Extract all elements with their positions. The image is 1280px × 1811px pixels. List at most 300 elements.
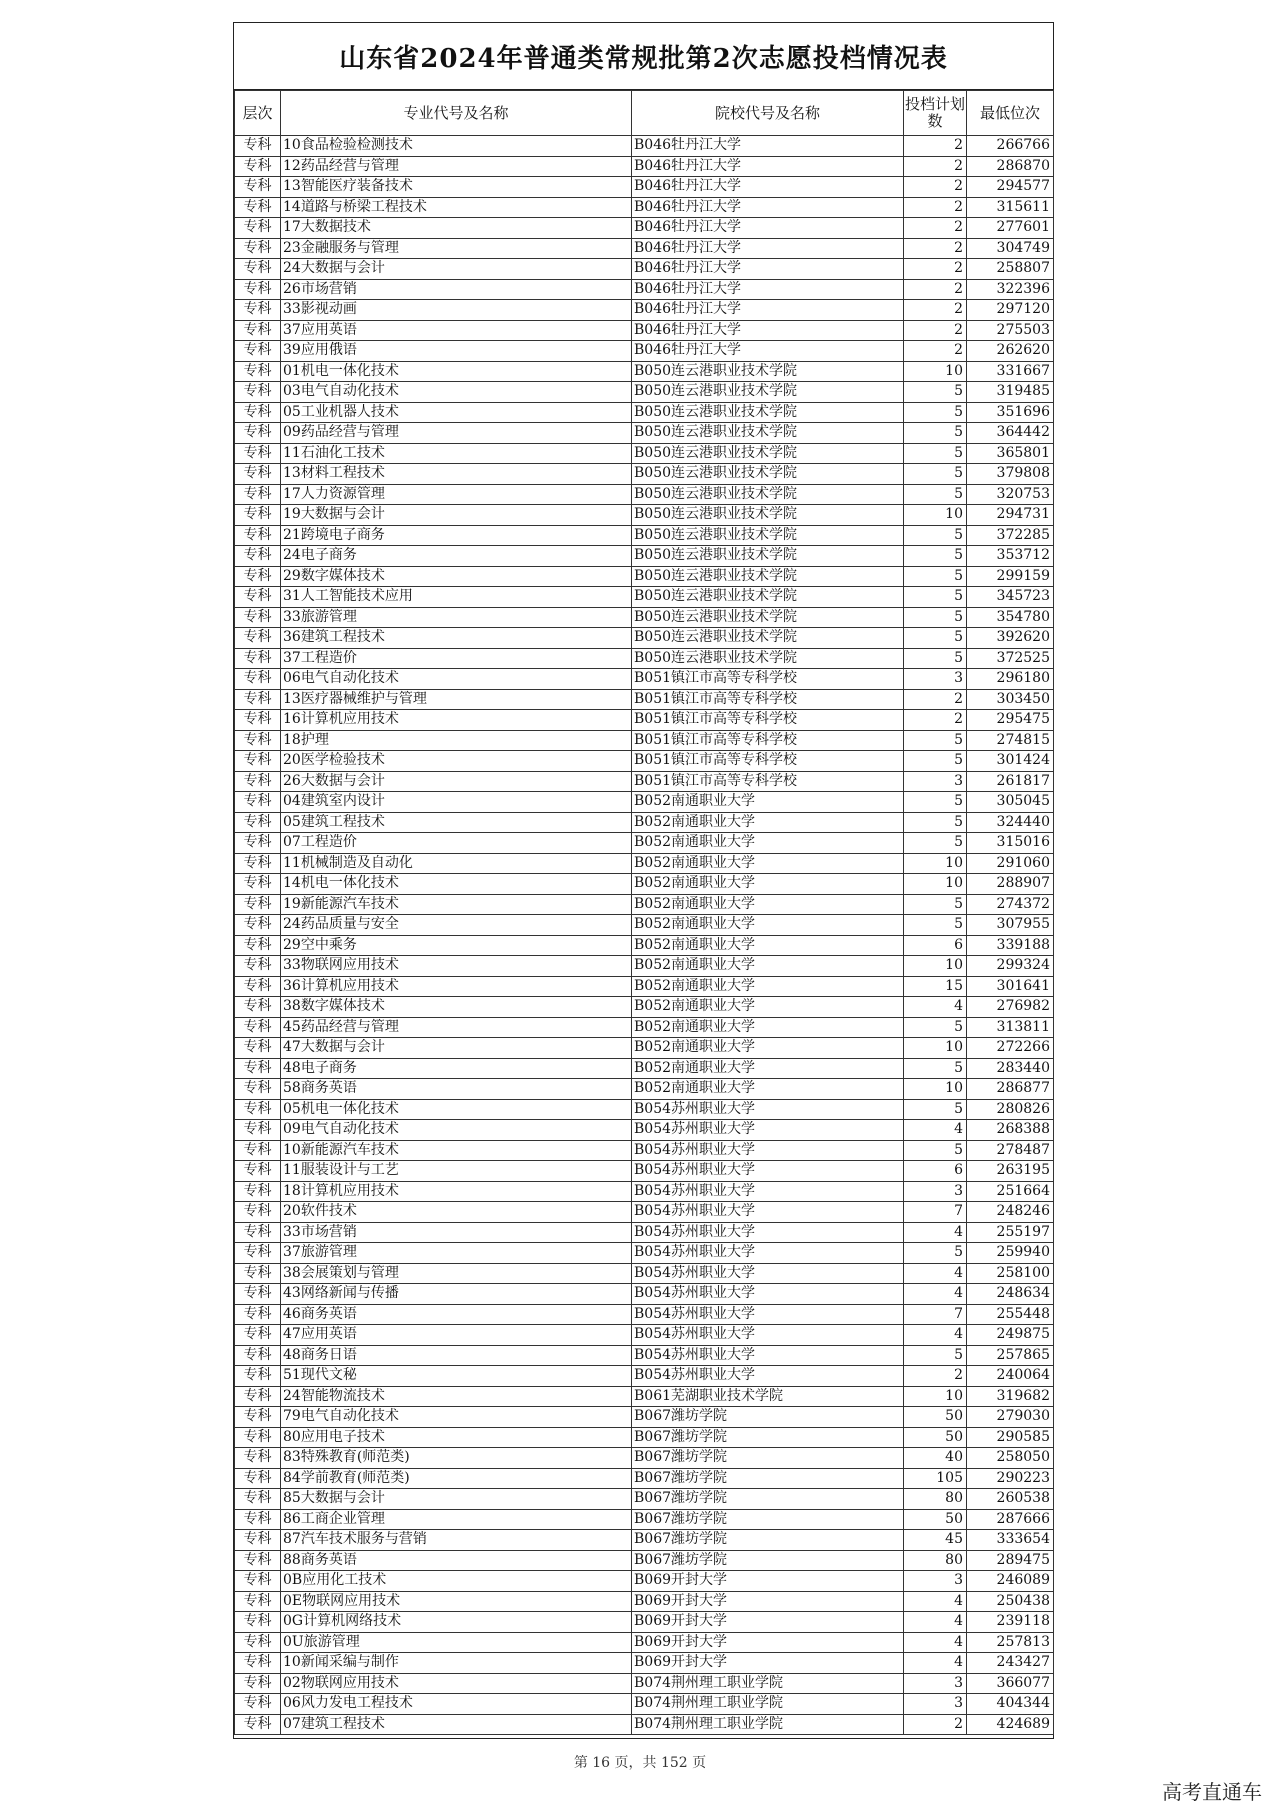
cell-school: B054苏州职业大学 bbox=[632, 1284, 904, 1305]
page-title: 山东省2024年普通类常规批第2次志愿投档情况表 bbox=[339, 43, 948, 74]
table-row bbox=[235, 423, 1054, 444]
table-row bbox=[235, 894, 1054, 915]
cell-rank: 263195 bbox=[967, 1161, 1054, 1182]
cell-rank: 294577 bbox=[967, 177, 1054, 198]
cell-major: 14道路与桥梁工程技术 bbox=[281, 197, 632, 218]
cell-school: B067潍坊学院 bbox=[632, 1489, 904, 1510]
cell-rank: 295475 bbox=[967, 710, 1054, 731]
cell-major: 43网络新闻与传播 bbox=[281, 1284, 632, 1305]
table-row bbox=[235, 259, 1054, 280]
cell-school: B050连云港职业技术学院 bbox=[632, 648, 904, 669]
cell-major: 20医学检验技术 bbox=[281, 751, 632, 772]
cell-rank: 320753 bbox=[967, 484, 1054, 505]
cell-plan: 5 bbox=[904, 443, 967, 464]
cell-school: B067潍坊学院 bbox=[632, 1407, 904, 1428]
table-row bbox=[235, 1591, 1054, 1612]
cell-plan: 5 bbox=[904, 915, 967, 936]
cell-plan: 4 bbox=[904, 1263, 967, 1284]
cell-major: 36计算机应用技术 bbox=[281, 976, 632, 997]
cell-major: 80应用电子技术 bbox=[281, 1427, 632, 1448]
cell-level: 专科 bbox=[235, 1202, 281, 1223]
table-row bbox=[235, 238, 1054, 259]
cell-level: 专科 bbox=[235, 1448, 281, 1469]
cell-plan: 2 bbox=[904, 320, 967, 341]
cell-major: 83特殊教育(师范类) bbox=[281, 1448, 632, 1469]
cell-school: B052南通职业大学 bbox=[632, 833, 904, 854]
cell-plan: 3 bbox=[904, 669, 967, 690]
cell-major: 37工程造价 bbox=[281, 648, 632, 669]
cell-plan: 4 bbox=[904, 1120, 967, 1141]
cell-rank: 255448 bbox=[967, 1304, 1054, 1325]
cell-plan: 5 bbox=[904, 423, 967, 444]
table-row bbox=[235, 997, 1054, 1018]
cell-major: 0U旅游管理 bbox=[281, 1632, 632, 1653]
cell-plan: 5 bbox=[904, 1345, 967, 1366]
cell-level: 专科 bbox=[235, 300, 281, 321]
cell-level: 专科 bbox=[235, 1181, 281, 1202]
cell-plan: 5 bbox=[904, 628, 967, 649]
cell-plan: 5 bbox=[904, 1243, 967, 1264]
cell-major: 17人力资源管理 bbox=[281, 484, 632, 505]
cell-plan: 5 bbox=[904, 648, 967, 669]
cell-major: 06风力发电工程技术 bbox=[281, 1694, 632, 1715]
cell-school: B054苏州职业大学 bbox=[632, 1345, 904, 1366]
cell-rank: 275503 bbox=[967, 320, 1054, 341]
cell-school: B054苏州职业大学 bbox=[632, 1202, 904, 1223]
cell-major: 88商务英语 bbox=[281, 1550, 632, 1571]
table-row bbox=[235, 915, 1054, 936]
table-row bbox=[235, 197, 1054, 218]
cell-plan: 5 bbox=[904, 464, 967, 485]
cell-school: B069开封大学 bbox=[632, 1571, 904, 1592]
cell-major: 11石油化工技术 bbox=[281, 443, 632, 464]
cell-level: 专科 bbox=[235, 710, 281, 731]
cell-level: 专科 bbox=[235, 1284, 281, 1305]
cell-rank: 243427 bbox=[967, 1653, 1054, 1674]
table-row bbox=[235, 1632, 1054, 1653]
cell-major: 36建筑工程技术 bbox=[281, 628, 632, 649]
cell-major: 05工业机器人技术 bbox=[281, 402, 632, 423]
cell-level: 专科 bbox=[235, 238, 281, 259]
cell-level: 专科 bbox=[235, 505, 281, 526]
cell-school: B046牡丹江大学 bbox=[632, 197, 904, 218]
cell-school: B046牡丹江大学 bbox=[632, 156, 904, 177]
cell-rank: 240064 bbox=[967, 1366, 1054, 1387]
table-row bbox=[235, 587, 1054, 608]
table-row bbox=[235, 1222, 1054, 1243]
cell-plan: 15 bbox=[904, 976, 967, 997]
table-row bbox=[235, 1386, 1054, 1407]
cell-rank: 366077 bbox=[967, 1673, 1054, 1694]
cell-major: 33市场营销 bbox=[281, 1222, 632, 1243]
table-row bbox=[235, 1550, 1054, 1571]
table-row bbox=[235, 1099, 1054, 1120]
cell-major: 03电气自动化技术 bbox=[281, 382, 632, 403]
cell-school: B052南通职业大学 bbox=[632, 792, 904, 813]
cell-major: 29数字媒体技术 bbox=[281, 566, 632, 587]
cell-rank: 283440 bbox=[967, 1058, 1054, 1079]
cell-rank: 351696 bbox=[967, 402, 1054, 423]
cell-school: B050连云港职业技术学院 bbox=[632, 361, 904, 382]
cell-school: B050连云港职业技术学院 bbox=[632, 546, 904, 567]
cell-rank: 260538 bbox=[967, 1489, 1054, 1510]
cell-rank: 255197 bbox=[967, 1222, 1054, 1243]
cell-major: 11机械制造及自动化 bbox=[281, 853, 632, 874]
cell-major: 24大数据与会计 bbox=[281, 259, 632, 280]
cell-rank: 301424 bbox=[967, 751, 1054, 772]
table-row bbox=[235, 464, 1054, 485]
cell-major: 21跨境电子商务 bbox=[281, 525, 632, 546]
cell-plan: 10 bbox=[904, 1386, 967, 1407]
cell-rank: 274372 bbox=[967, 894, 1054, 915]
header-major: 专业代号及名称 bbox=[281, 91, 632, 136]
cell-rank: 291060 bbox=[967, 853, 1054, 874]
cell-plan: 2 bbox=[904, 259, 967, 280]
cell-level: 专科 bbox=[235, 484, 281, 505]
cell-plan: 10 bbox=[904, 505, 967, 526]
cell-school: B054苏州职业大学 bbox=[632, 1325, 904, 1346]
table-row bbox=[235, 1304, 1054, 1325]
table-row bbox=[235, 218, 1054, 239]
cell-major: 48商务日语 bbox=[281, 1345, 632, 1366]
cell-rank: 297120 bbox=[967, 300, 1054, 321]
cell-major: 01机电一体化技术 bbox=[281, 361, 632, 382]
cell-level: 专科 bbox=[235, 648, 281, 669]
table-row bbox=[235, 402, 1054, 423]
cell-rank: 296180 bbox=[967, 669, 1054, 690]
cell-plan: 2 bbox=[904, 197, 967, 218]
cell-major: 47大数据与会计 bbox=[281, 1038, 632, 1059]
cell-school: B074荆州理工职业学院 bbox=[632, 1714, 904, 1735]
cell-level: 专科 bbox=[235, 382, 281, 403]
cell-school: B067潍坊学院 bbox=[632, 1530, 904, 1551]
table-row bbox=[235, 648, 1054, 669]
cell-major: 45药品经营与管理 bbox=[281, 1017, 632, 1038]
table-row bbox=[235, 525, 1054, 546]
cell-level: 专科 bbox=[235, 751, 281, 772]
cell-school: B046牡丹江大学 bbox=[632, 259, 904, 280]
cell-school: B069开封大学 bbox=[632, 1591, 904, 1612]
table-row bbox=[235, 361, 1054, 382]
cell-rank: 392620 bbox=[967, 628, 1054, 649]
cell-plan: 3 bbox=[904, 1673, 967, 1694]
cell-school: B050连云港职业技术学院 bbox=[632, 587, 904, 608]
cell-school: B052南通职业大学 bbox=[632, 1058, 904, 1079]
cell-plan: 2 bbox=[904, 300, 967, 321]
cell-school: B050连云港职业技术学院 bbox=[632, 484, 904, 505]
cell-rank: 250438 bbox=[967, 1591, 1054, 1612]
cell-plan: 80 bbox=[904, 1550, 967, 1571]
cell-plan: 50 bbox=[904, 1509, 967, 1530]
cell-major: 39应用俄语 bbox=[281, 341, 632, 362]
cell-rank: 262620 bbox=[967, 341, 1054, 362]
cell-level: 专科 bbox=[235, 1386, 281, 1407]
table-row bbox=[235, 1058, 1054, 1079]
cell-school: B046牡丹江大学 bbox=[632, 218, 904, 239]
table-row bbox=[235, 771, 1054, 792]
cell-school: B054苏州职业大学 bbox=[632, 1243, 904, 1264]
cell-school: B054苏州职业大学 bbox=[632, 1181, 904, 1202]
cell-level: 专科 bbox=[235, 1427, 281, 1448]
cell-major: 79电气自动化技术 bbox=[281, 1407, 632, 1428]
cell-school: B051镇江市高等专科学校 bbox=[632, 751, 904, 772]
cell-level: 专科 bbox=[235, 197, 281, 218]
cell-school: B067潍坊学院 bbox=[632, 1448, 904, 1469]
title-box bbox=[234, 23, 1053, 90]
cell-school: B051镇江市高等专科学校 bbox=[632, 689, 904, 710]
cell-plan: 10 bbox=[904, 956, 967, 977]
cell-school: B051镇江市高等专科学校 bbox=[632, 730, 904, 751]
cell-level: 专科 bbox=[235, 1120, 281, 1141]
cell-plan: 5 bbox=[904, 1058, 967, 1079]
cell-major: 24药品质量与安全 bbox=[281, 915, 632, 936]
cell-school: B054苏州职业大学 bbox=[632, 1161, 904, 1182]
cell-rank: 249875 bbox=[967, 1325, 1054, 1346]
cell-plan: 4 bbox=[904, 1591, 967, 1612]
cell-rank: 294731 bbox=[967, 505, 1054, 526]
table-row bbox=[235, 689, 1054, 710]
table-row bbox=[235, 1325, 1054, 1346]
cell-school: B051镇江市高等专科学校 bbox=[632, 669, 904, 690]
cell-major: 18计算机应用技术 bbox=[281, 1181, 632, 1202]
table-header-row bbox=[235, 91, 1054, 136]
cell-level: 专科 bbox=[235, 279, 281, 300]
cell-rank: 258100 bbox=[967, 1263, 1054, 1284]
cell-plan: 2 bbox=[904, 136, 967, 157]
cell-major: 46商务英语 bbox=[281, 1304, 632, 1325]
cell-plan: 6 bbox=[904, 1161, 967, 1182]
cell-rank: 372285 bbox=[967, 525, 1054, 546]
cell-level: 专科 bbox=[235, 218, 281, 239]
cell-major: 24智能物流技术 bbox=[281, 1386, 632, 1407]
cell-level: 专科 bbox=[235, 607, 281, 628]
cell-plan: 5 bbox=[904, 792, 967, 813]
cell-school: B067潍坊学院 bbox=[632, 1550, 904, 1571]
cell-rank: 353712 bbox=[967, 546, 1054, 567]
cell-level: 专科 bbox=[235, 546, 281, 567]
cell-level: 专科 bbox=[235, 402, 281, 423]
table-row bbox=[235, 1468, 1054, 1489]
table-row bbox=[235, 976, 1054, 997]
cell-level: 专科 bbox=[235, 136, 281, 157]
cell-level: 专科 bbox=[235, 566, 281, 587]
cell-school: B054苏州职业大学 bbox=[632, 1304, 904, 1325]
cell-school: B052南通职业大学 bbox=[632, 874, 904, 895]
cell-major: 58商务英语 bbox=[281, 1079, 632, 1100]
cell-plan: 5 bbox=[904, 833, 967, 854]
cell-rank: 315611 bbox=[967, 197, 1054, 218]
cell-level: 专科 bbox=[235, 1017, 281, 1038]
cell-school: B046牡丹江大学 bbox=[632, 341, 904, 362]
table-row bbox=[235, 607, 1054, 628]
cell-plan: 3 bbox=[904, 771, 967, 792]
cell-level: 专科 bbox=[235, 1509, 281, 1530]
cell-major: 51现代文秘 bbox=[281, 1366, 632, 1387]
table-row bbox=[235, 833, 1054, 854]
cell-plan: 4 bbox=[904, 1632, 967, 1653]
cell-level: 专科 bbox=[235, 935, 281, 956]
cell-level: 专科 bbox=[235, 1243, 281, 1264]
cell-rank: 424689 bbox=[967, 1714, 1054, 1735]
cell-school: B052南通职业大学 bbox=[632, 935, 904, 956]
table-row bbox=[235, 874, 1054, 895]
table-row bbox=[235, 1140, 1054, 1161]
cell-major: 29空中乘务 bbox=[281, 935, 632, 956]
cell-school: B050连云港职业技术学院 bbox=[632, 443, 904, 464]
table-row bbox=[235, 751, 1054, 772]
cell-major: 04建筑室内设计 bbox=[281, 792, 632, 813]
cell-rank: 257865 bbox=[967, 1345, 1054, 1366]
cell-major: 06电气自动化技术 bbox=[281, 669, 632, 690]
cell-plan: 5 bbox=[904, 607, 967, 628]
cell-major: 18护理 bbox=[281, 730, 632, 751]
cell-rank: 307955 bbox=[967, 915, 1054, 936]
cell-level: 专科 bbox=[235, 1366, 281, 1387]
cell-plan: 2 bbox=[904, 1366, 967, 1387]
table-row bbox=[235, 1284, 1054, 1305]
table-row bbox=[235, 320, 1054, 341]
cell-major: 07工程造价 bbox=[281, 833, 632, 854]
admission-table bbox=[234, 90, 1054, 1735]
cell-major: 84学前教育(师范类) bbox=[281, 1468, 632, 1489]
table-row bbox=[235, 341, 1054, 362]
table-row bbox=[235, 443, 1054, 464]
cell-rank: 315016 bbox=[967, 833, 1054, 854]
cell-level: 专科 bbox=[235, 730, 281, 751]
cell-rank: 274815 bbox=[967, 730, 1054, 751]
cell-plan: 40 bbox=[904, 1448, 967, 1469]
cell-plan: 5 bbox=[904, 587, 967, 608]
cell-level: 专科 bbox=[235, 443, 281, 464]
header-school: 院校代号及名称 bbox=[632, 91, 904, 136]
table-row bbox=[235, 730, 1054, 751]
cell-major: 09药品经营与管理 bbox=[281, 423, 632, 444]
cell-plan: 5 bbox=[904, 894, 967, 915]
cell-level: 专科 bbox=[235, 361, 281, 382]
cell-major: 19大数据与会计 bbox=[281, 505, 632, 526]
cell-major: 17大数据技术 bbox=[281, 218, 632, 239]
cell-major: 05机电一体化技术 bbox=[281, 1099, 632, 1120]
cell-plan: 5 bbox=[904, 525, 967, 546]
header-plan-text: 投档计划数 bbox=[904, 95, 965, 130]
cell-level: 专科 bbox=[235, 464, 281, 485]
cell-major: 14机电一体化技术 bbox=[281, 874, 632, 895]
cell-rank: 248246 bbox=[967, 1202, 1054, 1223]
cell-school: B052南通职业大学 bbox=[632, 976, 904, 997]
cell-plan: 50 bbox=[904, 1407, 967, 1428]
table-row bbox=[235, 136, 1054, 157]
page-footer: 第 16 页，共 152 页 bbox=[573, 1755, 707, 1771]
table-row bbox=[235, 1694, 1054, 1715]
cell-school: B052南通职业大学 bbox=[632, 894, 904, 915]
cell-rank: 279030 bbox=[967, 1407, 1054, 1428]
cell-major: 16计算机应用技术 bbox=[281, 710, 632, 731]
cell-level: 专科 bbox=[235, 1345, 281, 1366]
cell-level: 专科 bbox=[235, 1591, 281, 1612]
cell-major: 05建筑工程技术 bbox=[281, 812, 632, 833]
table-row bbox=[235, 1509, 1054, 1530]
cell-plan: 5 bbox=[904, 1017, 967, 1038]
cell-major: 02物联网应用技术 bbox=[281, 1673, 632, 1694]
cell-level: 专科 bbox=[235, 423, 281, 444]
cell-level: 专科 bbox=[235, 771, 281, 792]
cell-major: 12药品经营与管理 bbox=[281, 156, 632, 177]
table-row bbox=[235, 566, 1054, 587]
cell-rank: 257813 bbox=[967, 1632, 1054, 1653]
cell-plan: 105 bbox=[904, 1468, 967, 1489]
cell-rank: 372525 bbox=[967, 648, 1054, 669]
table-row bbox=[235, 1489, 1054, 1510]
table-row bbox=[235, 1345, 1054, 1366]
cell-level: 专科 bbox=[235, 1489, 281, 1510]
table-row bbox=[235, 279, 1054, 300]
cell-school: B052南通职业大学 bbox=[632, 997, 904, 1018]
cell-major: 19新能源汽车技术 bbox=[281, 894, 632, 915]
cell-major: 37应用英语 bbox=[281, 320, 632, 341]
cell-rank: 299324 bbox=[967, 956, 1054, 977]
cell-school: B054苏州职业大学 bbox=[632, 1263, 904, 1284]
cell-major: 33物联网应用技术 bbox=[281, 956, 632, 977]
cell-rank: 333654 bbox=[967, 1530, 1054, 1551]
cell-school: B046牡丹江大学 bbox=[632, 136, 904, 157]
cell-rank: 290223 bbox=[967, 1468, 1054, 1489]
cell-plan: 3 bbox=[904, 1181, 967, 1202]
cell-level: 专科 bbox=[235, 1673, 281, 1694]
cell-plan: 5 bbox=[904, 402, 967, 423]
cell-major: 23金融服务与管理 bbox=[281, 238, 632, 259]
cell-level: 专科 bbox=[235, 1653, 281, 1674]
cell-rank: 301641 bbox=[967, 976, 1054, 997]
cell-level: 专科 bbox=[235, 894, 281, 915]
cell-level: 专科 bbox=[235, 1161, 281, 1182]
cell-plan: 5 bbox=[904, 382, 967, 403]
cell-plan: 80 bbox=[904, 1489, 967, 1510]
cell-rank: 287666 bbox=[967, 1509, 1054, 1530]
table-row bbox=[235, 853, 1054, 874]
table-row bbox=[235, 382, 1054, 403]
cell-major: 31人工智能技术应用 bbox=[281, 587, 632, 608]
cell-school: B052南通职业大学 bbox=[632, 915, 904, 936]
cell-major: 0B应用化工技术 bbox=[281, 1571, 632, 1592]
cell-plan: 45 bbox=[904, 1530, 967, 1551]
cell-plan: 2 bbox=[904, 689, 967, 710]
cell-plan: 7 bbox=[904, 1304, 967, 1325]
table-row bbox=[235, 1407, 1054, 1428]
cell-plan: 2 bbox=[904, 710, 967, 731]
cell-rank: 261817 bbox=[967, 771, 1054, 792]
cell-school: B046牡丹江大学 bbox=[632, 320, 904, 341]
cell-major: 10新闻采编与制作 bbox=[281, 1653, 632, 1674]
cell-level: 专科 bbox=[235, 812, 281, 833]
cell-level: 专科 bbox=[235, 833, 281, 854]
cell-rank: 299159 bbox=[967, 566, 1054, 587]
cell-major: 87汽车技术服务与营销 bbox=[281, 1530, 632, 1551]
table-row bbox=[235, 1612, 1054, 1633]
cell-major: 20软件技术 bbox=[281, 1202, 632, 1223]
cell-major: 24电子商务 bbox=[281, 546, 632, 567]
table-row bbox=[235, 1017, 1054, 1038]
cell-rank: 322396 bbox=[967, 279, 1054, 300]
cell-major: 26大数据与会计 bbox=[281, 771, 632, 792]
cell-rank: 345723 bbox=[967, 587, 1054, 608]
cell-plan: 2 bbox=[904, 341, 967, 362]
cell-level: 专科 bbox=[235, 874, 281, 895]
cell-school: B050连云港职业技术学院 bbox=[632, 566, 904, 587]
cell-level: 专科 bbox=[235, 1325, 281, 1346]
table-row bbox=[235, 1181, 1054, 1202]
cell-school: B052南通职业大学 bbox=[632, 853, 904, 874]
cell-level: 专科 bbox=[235, 587, 281, 608]
